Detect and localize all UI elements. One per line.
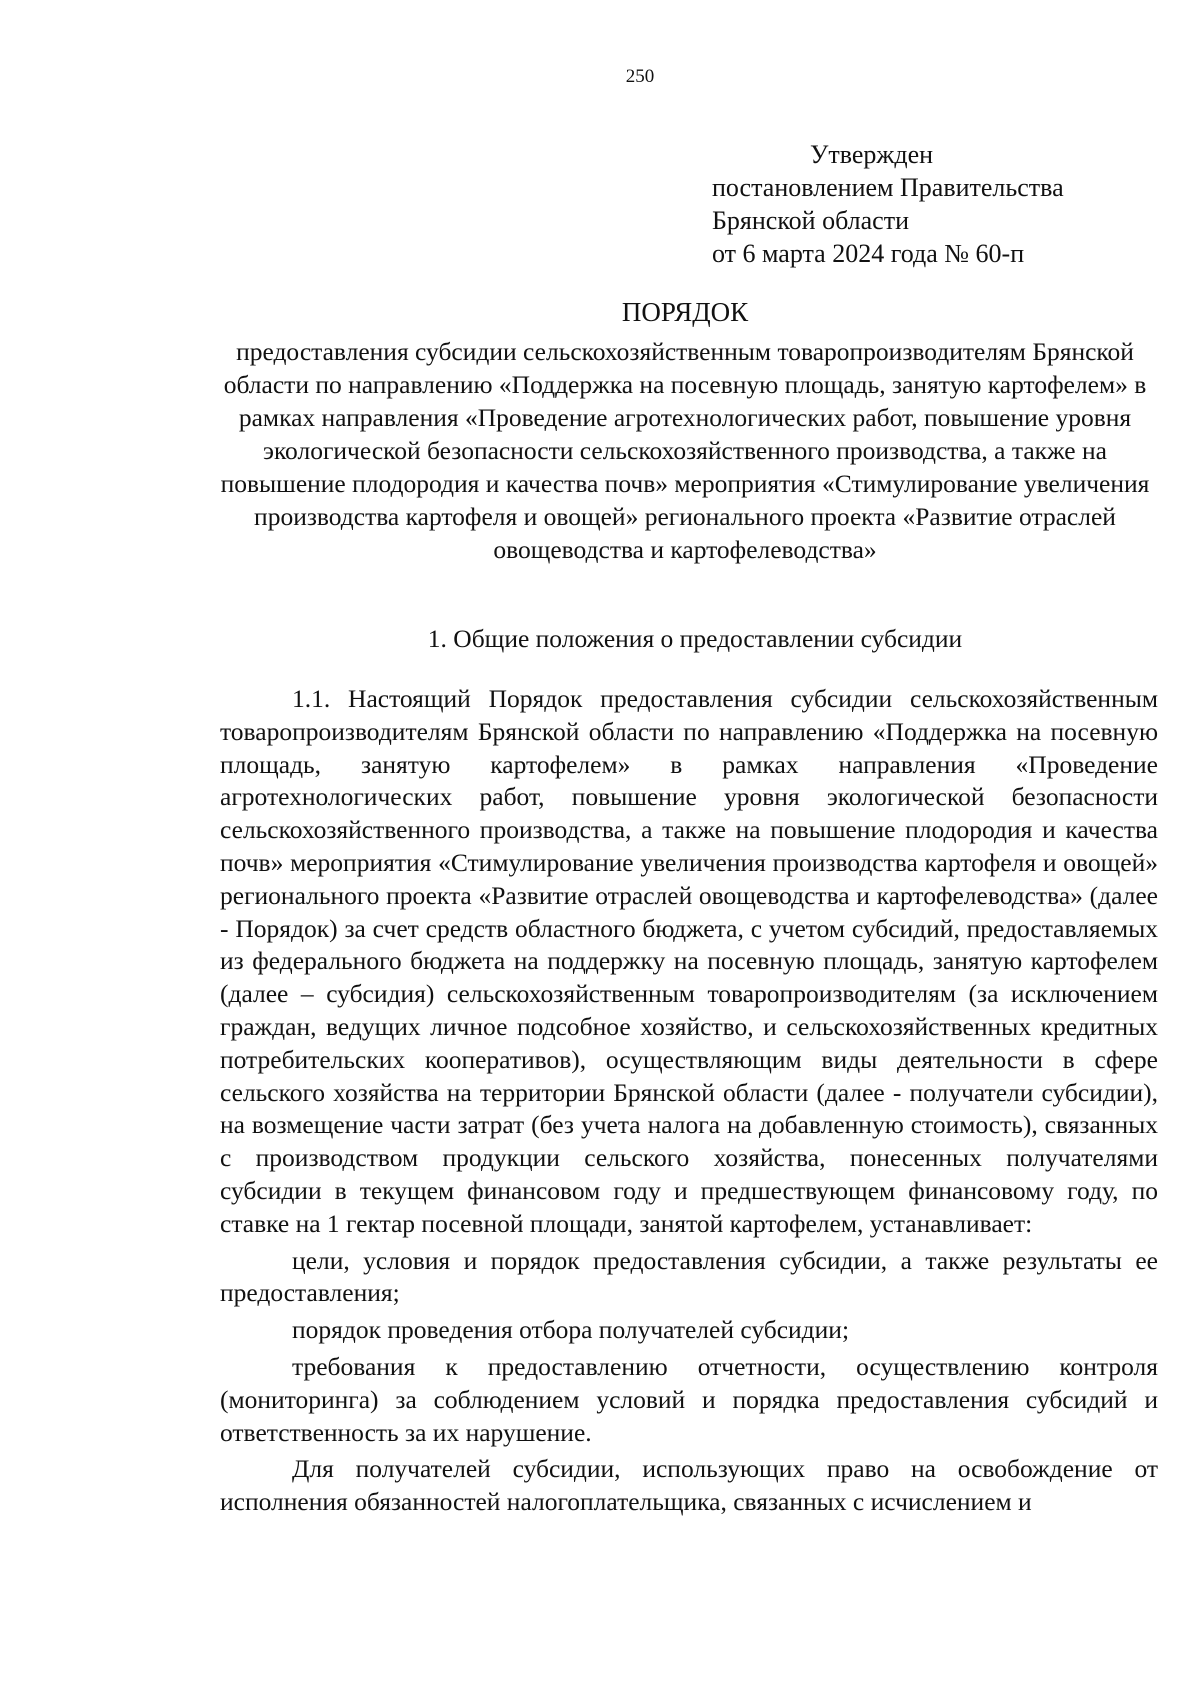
approval-line-region: Брянской области [712,206,909,235]
paragraph: порядок проведения отбора получателей субсидии; [292,1315,850,1345]
page-number: 250 [625,66,655,87]
paragraph: Для получателей субсидии, использующих право на освобождение от исполнения обязанностей налогоплательщика, связанных с исчислением и [220,1454,1158,1517]
section-heading: 1. Общие положения о предоставлении субсидии [427,624,963,653]
approval-line-approved: Утвержден [810,140,934,169]
approval-line-resolution: постановлением Правительства [712,173,1064,202]
document-body [220,683,1158,1523]
document-subtitle: предоставления субсидии сельскохозяйственным товаропроизводителям Брянской области по направлению «Поддержка на посевную площадь, занятую картофелем» в рамках направления «Проведение агротехнологических работ, повышение уровня экологической безопасности сельскохозяйственного производства, а также на повышение плодородия и качества почв» мероприятия «Стимулирование увеличения производства картофеля и овощей» регионального проекта «Развитие отраслей овощеводства и картофелеводства» [220,337,1150,564]
approval-stamp [712,138,1064,270]
approval-line-date: от 6 марта 2024 года № 60-п [712,239,1025,268]
document-title: ПОРЯДОК [621,297,749,327]
paragraph: 1.1. Настоящий Порядок предоставления субсидии сельскохозяйственным товаропроизводителям Брянской области по направлению «Поддержка на посевную площадь, занятую картофелем» в рамках направления «Проведение агротехнологических работ, повышение уровня экологической безопасности сельскохозяйственного производства, а также на повышение плодородия и качества почв» мероприятия «Стимулирование увеличения производства картофеля и овощей» регионального проекта «Развитие отраслей овощеводства и картофелеводства» (далее - Порядок) за счет средств областного бюджета, с учетом субсидий, предоставляемых из федерального бюджета на поддержку на посевную площадь, занятую картофелем (далее – субсидия) сельскохозяйственным товаропроизводителям (за исключением граждан, ведущих личное подсобное хозяйство, и сельскохозяйственных кредитных потребительских кооперативов), осуществляющим виды деятельности в сфере сельского хозяйства на территории Брянской области (далее - получатели субсидии), на возмещение части затрат (без учета налога на добавленную стоимость), связанных с производством продукции сельского хозяйства, понесенных получателями субсидии в текущем финансовом году и предшествующем финансовому году, по ставке на 1 гектар посевной площади, занятой картофелем, устанавливает: [220,684,1158,1238]
paragraph: требования к предоставлению отчетности, осуществлению контроля (мониторинга) за соблюдением условий и порядка предоставления субсидий и ответственность за их нарушение. [220,1351,1158,1447]
document-title-block [200,296,1170,566]
paragraph: цели, условия и порядок предоставления субсидии, а также результаты ее предоставления; [220,1245,1158,1308]
